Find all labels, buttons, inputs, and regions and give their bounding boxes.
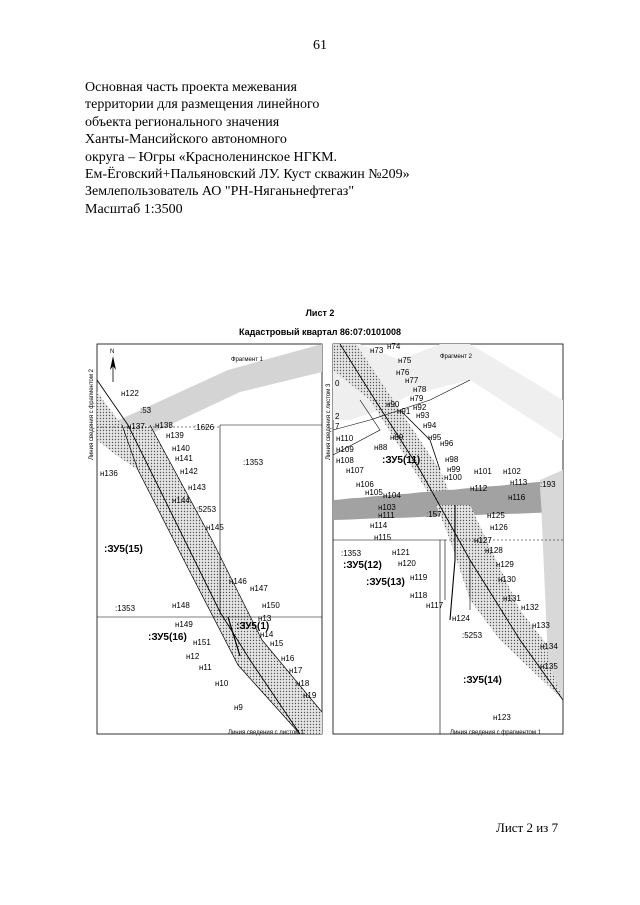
point-label: н140 bbox=[172, 444, 190, 453]
point-label: н118 bbox=[410, 591, 428, 600]
point-label: н151 bbox=[193, 638, 211, 647]
parcel-label: :ЗУ5(14) bbox=[463, 675, 502, 686]
header-line: объекта регионального значения bbox=[85, 114, 280, 130]
header-line: территории для размещения линейного bbox=[85, 97, 320, 113]
point-label: н121 bbox=[392, 548, 410, 557]
point-label: н150 bbox=[262, 601, 280, 610]
point-label: н144 bbox=[172, 496, 190, 505]
point-label: н147 bbox=[250, 584, 268, 593]
point-label: н120 bbox=[398, 559, 416, 568]
point-label: н74 bbox=[387, 342, 401, 351]
point-label: н79 bbox=[410, 394, 424, 403]
point-label: н13 bbox=[258, 614, 272, 623]
edge-label: 2 bbox=[335, 412, 340, 421]
point-label: н18 bbox=[296, 679, 310, 688]
parcel-label: :ЗУ5(12) bbox=[343, 560, 382, 571]
point-label: н101 bbox=[474, 467, 492, 476]
point-label: н96 bbox=[440, 439, 454, 448]
quarter-label: :53 bbox=[140, 406, 152, 415]
point-label: н92 bbox=[413, 403, 427, 412]
parcel-label: :ЗУ5(11) bbox=[382, 455, 421, 466]
header-line: округа – Югры «Красноленинское НГКМ. bbox=[85, 149, 338, 165]
point-label: н130 bbox=[498, 575, 516, 584]
quarter-label: :1353 bbox=[341, 549, 362, 558]
fragment-left bbox=[89, 344, 322, 736]
point-label: н133 bbox=[532, 621, 550, 630]
point-label: н14 bbox=[260, 630, 274, 639]
point-label: н12 bbox=[186, 652, 200, 661]
point-label: н125 bbox=[487, 511, 505, 520]
point-label: н109 bbox=[336, 445, 354, 454]
point-label: н100 bbox=[444, 473, 462, 482]
point-label: н10 bbox=[215, 679, 229, 688]
point-label: н94 bbox=[423, 421, 437, 430]
point-label: н149 bbox=[175, 620, 193, 629]
header-line: Масштаб 1:3500 bbox=[85, 201, 183, 217]
parcel-label: :ЗУ5(13) bbox=[366, 577, 405, 588]
point-label: н114 bbox=[370, 521, 388, 530]
point-label: н90 bbox=[386, 400, 400, 409]
fragment-title: Фрагмент 2 bbox=[440, 354, 472, 360]
point-label: н99 bbox=[447, 465, 461, 474]
point-label: н19 bbox=[303, 691, 317, 700]
point-label: н142 bbox=[180, 467, 198, 476]
edge-label: 7 bbox=[335, 422, 340, 431]
point-label: н136 bbox=[100, 469, 118, 478]
quarter-label: :1626 bbox=[194, 423, 215, 432]
fragment-title: Фрагмент 1 bbox=[231, 357, 263, 363]
bottom-line-label: Линия сведения с листом 1 bbox=[228, 730, 305, 736]
point-label: н75 bbox=[398, 356, 412, 365]
point-label: н110 bbox=[336, 434, 354, 443]
header-line: Ем-Ёговский+Пальяновский ЛУ. Куст скважин №209» bbox=[85, 167, 410, 183]
edge-label: 0 bbox=[335, 379, 340, 388]
point-label: н143 bbox=[188, 483, 206, 492]
point-label: н111 bbox=[378, 511, 395, 520]
point-label: н132 bbox=[521, 603, 539, 612]
point-label: н141 bbox=[175, 454, 193, 463]
quarter-label: :193 bbox=[540, 480, 556, 489]
point-label: н89 bbox=[390, 433, 404, 442]
point-label: н105 bbox=[365, 488, 383, 497]
parcel-label: :ЗУ5(1) bbox=[236, 621, 270, 632]
point-label: н73 bbox=[370, 346, 384, 355]
point-label: н122 bbox=[121, 389, 139, 398]
sheet-title: Лист 2 bbox=[305, 308, 335, 318]
point-label: н112 bbox=[470, 484, 488, 493]
point-label: н127 bbox=[474, 536, 492, 545]
point-label: н88 bbox=[374, 443, 388, 452]
bottom-line-label: Линия сведения с фрагментом 1 bbox=[450, 730, 542, 736]
point-label: н145 bbox=[206, 523, 224, 532]
point-label: н76 bbox=[396, 368, 410, 377]
side-line-label: Линия сведения с фрагментом 2 bbox=[89, 368, 95, 460]
point-label: н113 bbox=[510, 478, 528, 487]
point-label: н102 bbox=[503, 467, 521, 476]
point-label: н9 bbox=[234, 703, 243, 712]
point-label: н106 bbox=[356, 480, 374, 489]
point-label: н134 bbox=[540, 642, 558, 651]
point-label: н95 bbox=[428, 433, 442, 442]
point-label: н91 bbox=[397, 407, 411, 416]
point-label: н126 bbox=[490, 523, 508, 532]
point-label: н116 bbox=[508, 493, 526, 502]
point-label: н135 bbox=[540, 662, 558, 671]
side-line-label: Линия сведения с листом 3 bbox=[326, 383, 332, 460]
point-label: н107 bbox=[346, 466, 364, 475]
cadastral-quarter: Кадастровый квартал 86:07:0101008 bbox=[239, 327, 401, 337]
point-label: н137 bbox=[127, 422, 145, 431]
quarter-label: :1353 bbox=[115, 604, 136, 613]
point-label: н15 bbox=[270, 639, 284, 648]
point-label: н115 bbox=[374, 533, 392, 542]
point-label: н103 bbox=[378, 503, 396, 512]
page-number: 61 bbox=[313, 38, 327, 53]
point-label: н131 bbox=[503, 594, 521, 603]
point-label: н93 bbox=[416, 411, 430, 420]
point-label: н77 bbox=[405, 376, 419, 385]
point-label: н117 bbox=[426, 601, 444, 610]
point-label: н138 bbox=[155, 421, 173, 430]
point-label: н146 bbox=[229, 577, 247, 586]
parcel-label: :ЗУ5(15) bbox=[104, 544, 143, 555]
point-label: н17 bbox=[289, 666, 303, 675]
quarter-label: :5253 bbox=[462, 631, 483, 640]
header-line: Землепользователь АО "РН-Няганьнефтегаз" bbox=[85, 184, 355, 200]
point-label: н11 bbox=[199, 663, 212, 672]
header-line: Ханты-Мансийского автономного bbox=[85, 132, 287, 148]
point-label: н123 bbox=[493, 713, 511, 722]
point-label: н139 bbox=[166, 431, 184, 440]
quarter-label: :5253 bbox=[196, 505, 217, 514]
point-label: н128 bbox=[485, 546, 503, 555]
quarter-label: :1353 bbox=[243, 458, 264, 467]
point-label: н78 bbox=[413, 385, 427, 394]
point-label: н104 bbox=[383, 491, 401, 500]
fragment-right bbox=[326, 342, 563, 736]
page-footer: Лист 2 из 7 bbox=[496, 820, 559, 835]
point-label: н108 bbox=[336, 456, 354, 465]
parcel-label: :ЗУ5(16) bbox=[148, 632, 187, 643]
north-label: N bbox=[110, 349, 115, 355]
quarter-label: :157 bbox=[426, 510, 442, 519]
point-label: н16 bbox=[281, 654, 295, 663]
point-label: н124 bbox=[452, 614, 470, 623]
point-label: н129 bbox=[496, 560, 514, 569]
point-label: н148 bbox=[172, 601, 190, 610]
point-label: н119 bbox=[410, 573, 428, 582]
header-line: Основная часть проекта межевания bbox=[85, 80, 297, 95]
point-label: н98 bbox=[445, 455, 459, 464]
